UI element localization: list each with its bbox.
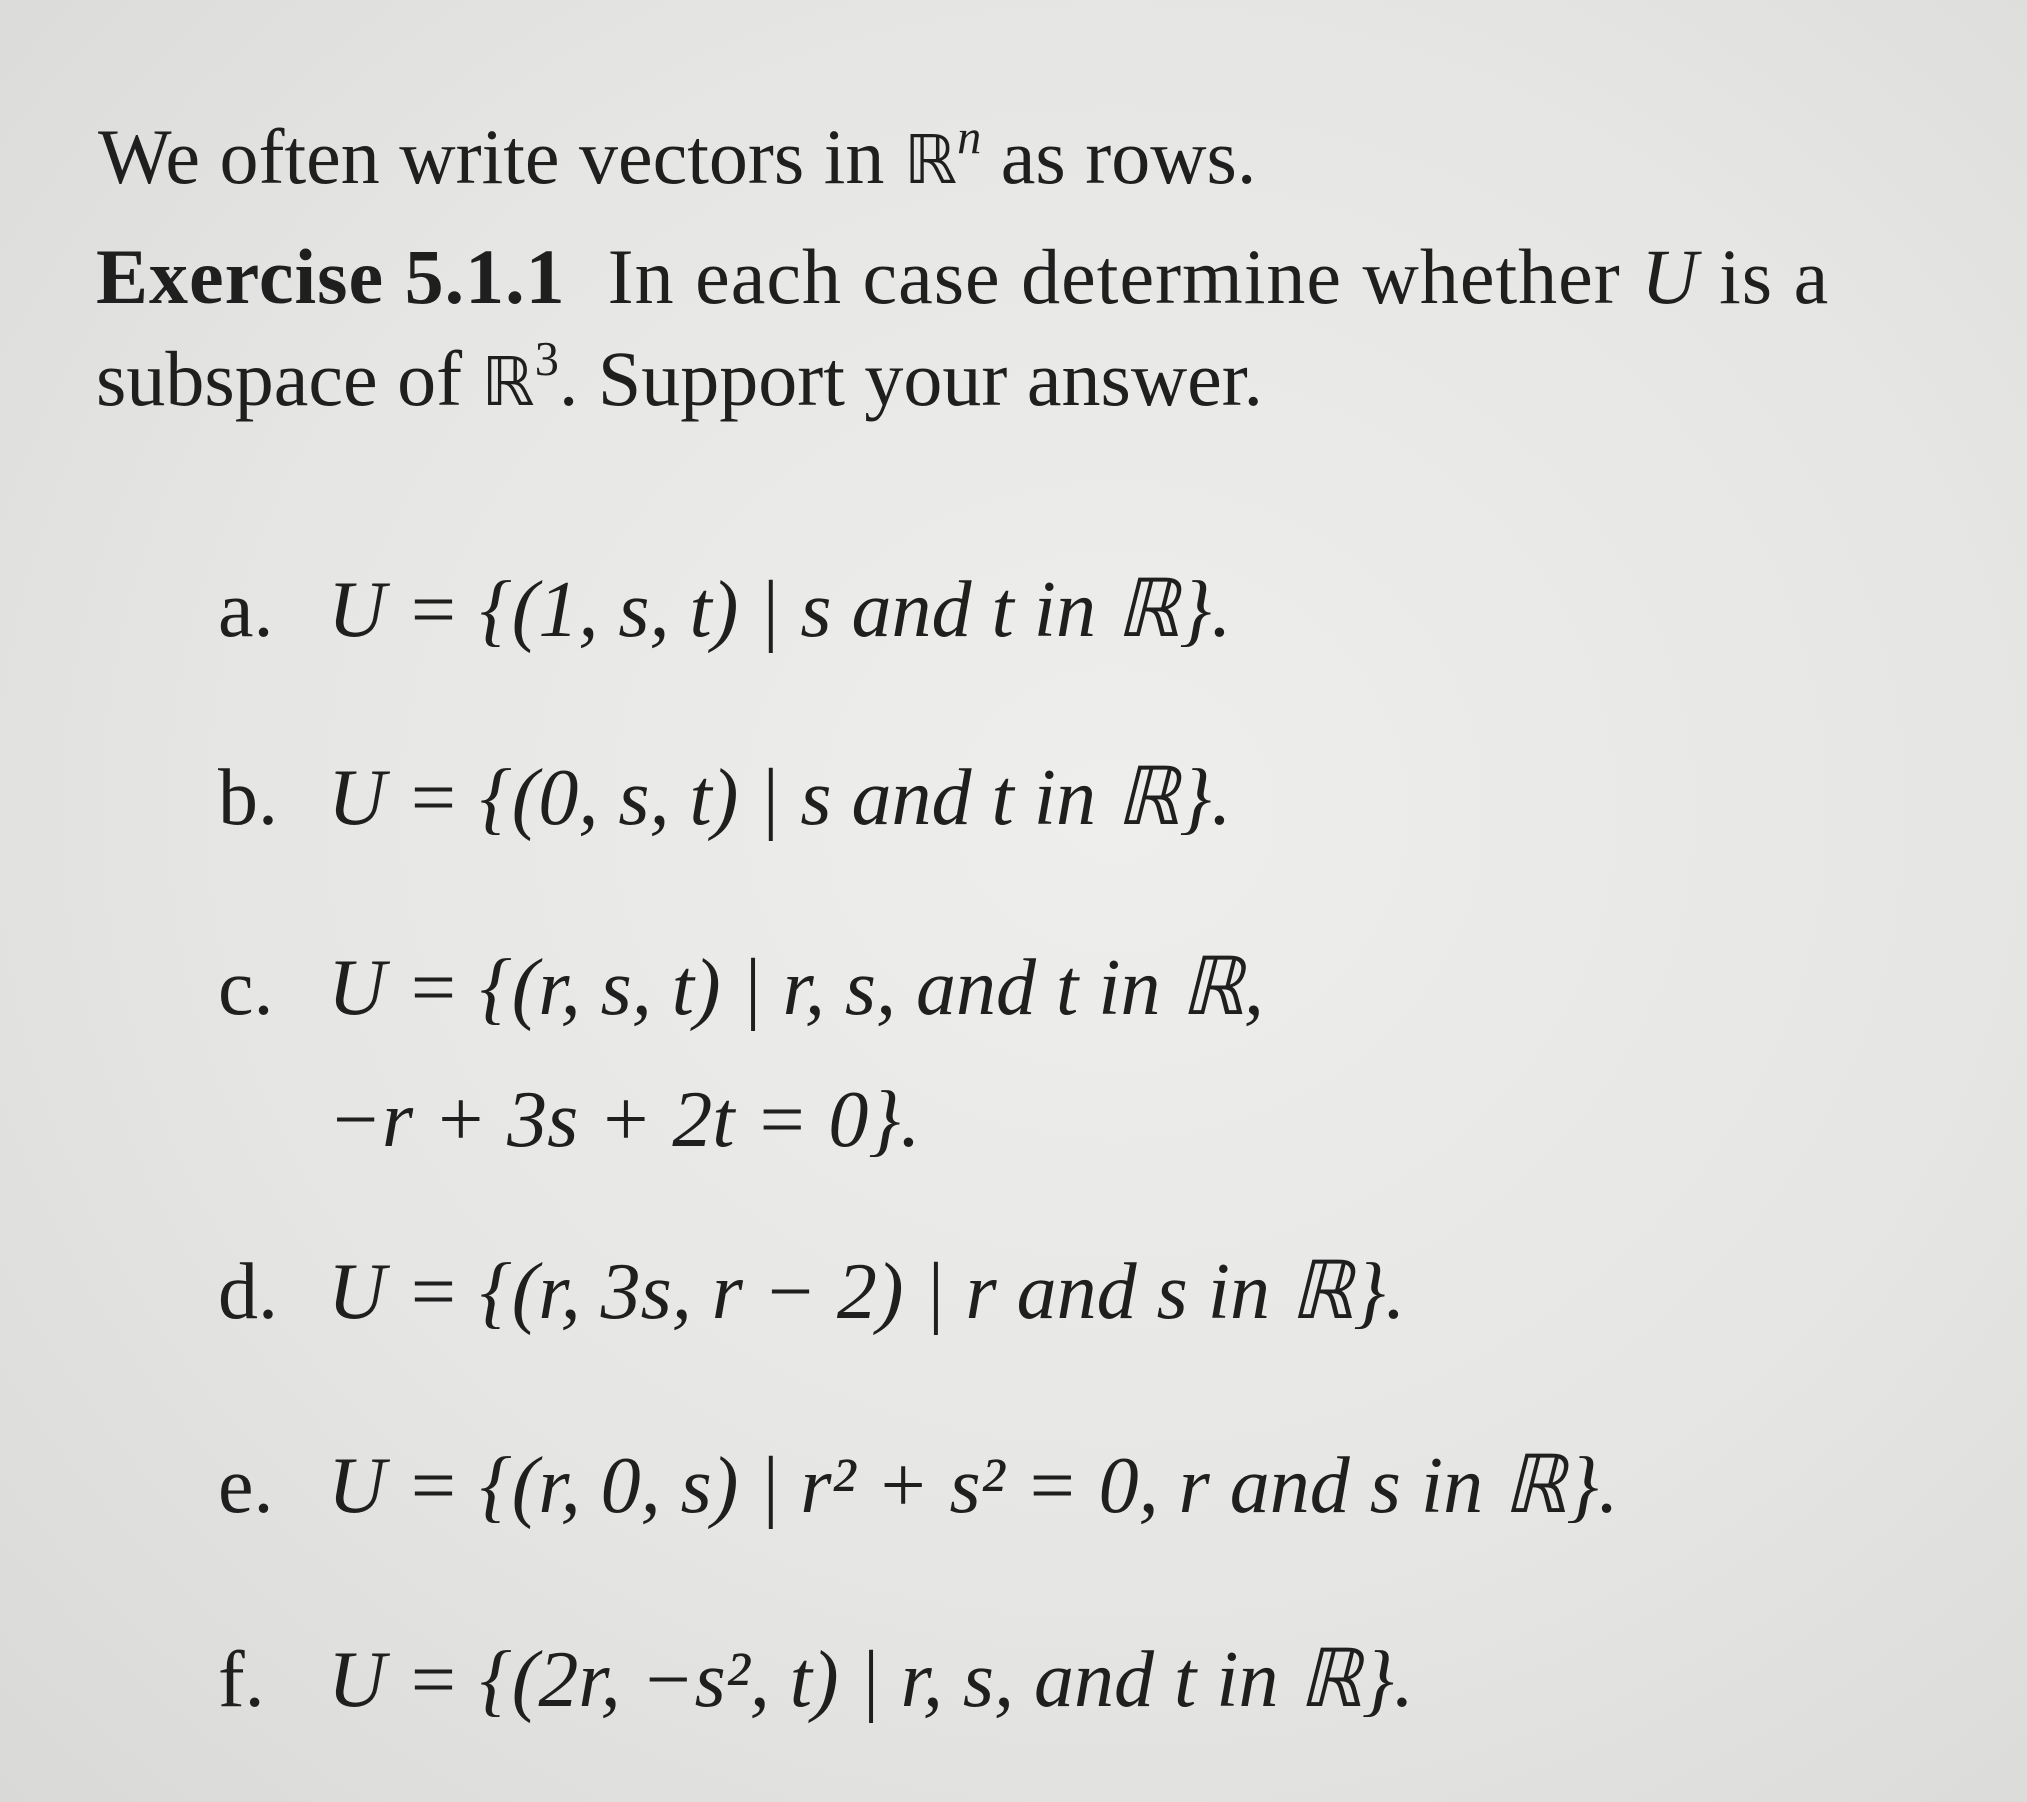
item-label: a.: [218, 566, 274, 654]
exercise-var: U: [1641, 233, 1699, 320]
list-item-e: [218, 1442, 1619, 1530]
item-label: b.: [218, 754, 278, 842]
item-math: U = {(2r, −s², t) | r, s, and t in ℝ}.: [328, 1636, 1414, 1724]
intro-line: [98, 111, 1257, 200]
item-math: U = {(r, 0, s) | r² + s² = 0, r and s in ℝ}.: [328, 1442, 1619, 1530]
exercise-text-before: In each case determine whether: [607, 233, 1642, 320]
item-math: U = {(1, s, t) | s and t in ℝ}.: [328, 566, 1232, 654]
intro-text-after: as rows.: [981, 113, 1257, 200]
list-item-c: [218, 944, 1264, 1032]
list-item-d: [218, 1248, 1406, 1336]
item-label: c.: [218, 944, 274, 1032]
item-label: e.: [218, 1442, 274, 1530]
exercise-label: Exercise 5.1.1: [96, 233, 566, 320]
list-item-a: [218, 566, 1232, 654]
item-math-line2: −r + 3s + 2t = 0}.: [328, 1076, 921, 1164]
real-numbers-symbol: ℝ: [903, 121, 958, 199]
list-item-c-continuation: [328, 1076, 921, 1164]
item-math: U = {(0, s, t) | s and t in ℝ}.: [328, 754, 1232, 842]
item-label: d.: [218, 1248, 278, 1336]
intro-superscript: n: [957, 111, 982, 165]
exercise-text-after: is a: [1698, 233, 1830, 320]
exercise-line2-before: subspace of: [96, 335, 482, 422]
intro-text-before: We often write vectors in: [98, 113, 904, 200]
list-item-b: [218, 754, 1232, 842]
item-math: U = {(r, s, t) | r, s, and t in ℝ,: [328, 944, 1264, 1032]
list-item-f: [218, 1636, 1414, 1724]
exercise-line-2: [96, 333, 1263, 422]
item-label: f.: [218, 1636, 265, 1724]
exercise-line2-after: . Support your answer.: [558, 335, 1263, 422]
real-numbers-symbol: ℝ: [481, 343, 535, 421]
exercise-line-1: [96, 233, 1830, 320]
exercise-superscript: 3: [534, 333, 559, 387]
item-math: U = {(r, 3s, r − 2) | r and s in ℝ}.: [328, 1248, 1406, 1336]
